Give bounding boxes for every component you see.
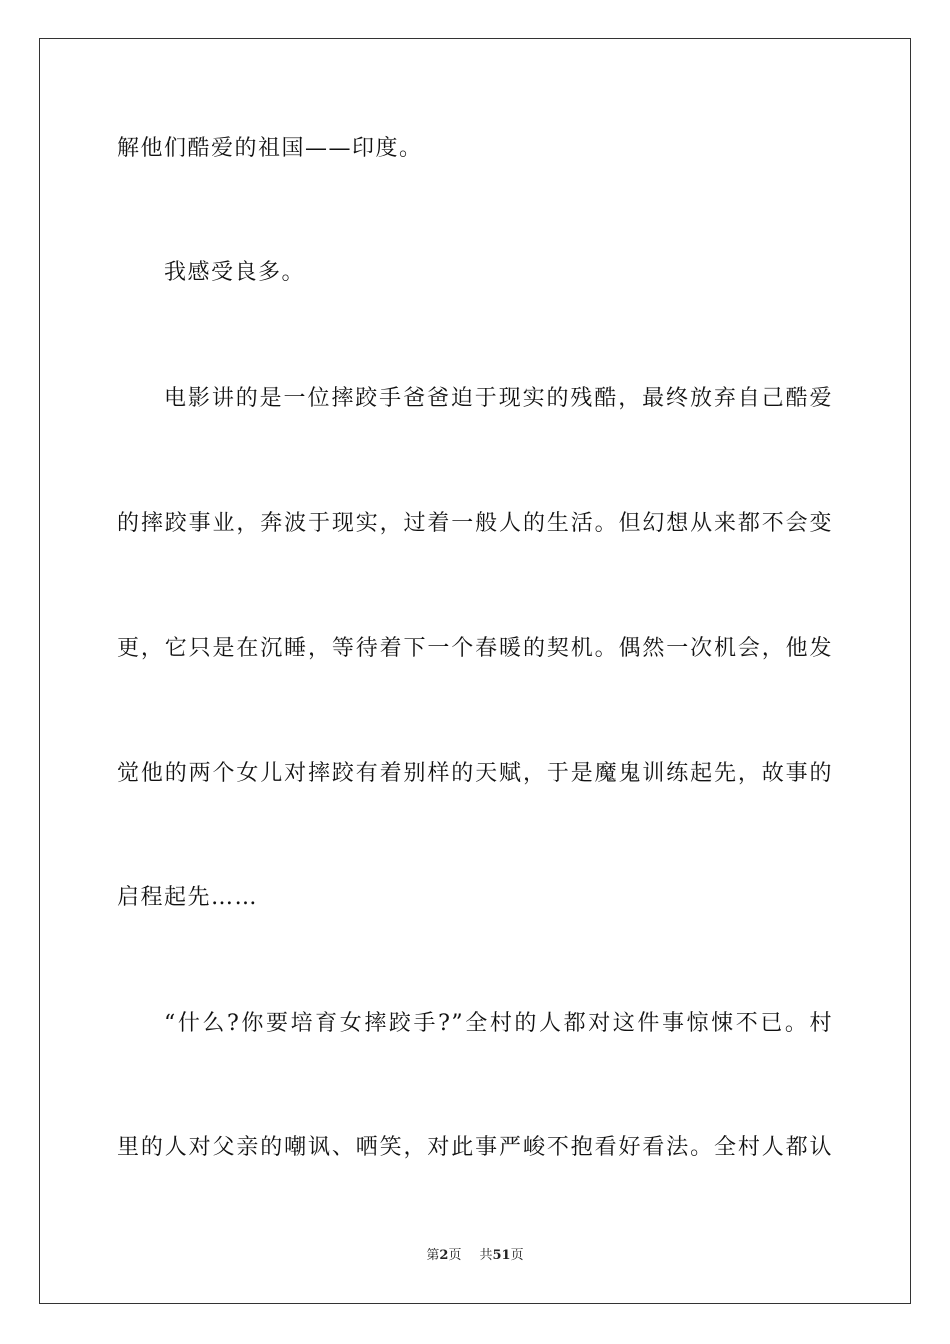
text-line-2: 我感受良多。: [164, 260, 306, 285]
text-line-7: 启程起先……: [117, 885, 259, 910]
text-line-1: 解他们酷爱的祖国——印度。: [117, 136, 423, 161]
page-border: [39, 38, 911, 1304]
page-prefix: 第: [426, 1248, 440, 1263]
total-pages: 51: [492, 1248, 511, 1263]
text-line-9: 里的人对父亲的嘲讽、哂笑，对此事严峻不抱看好看法。全村人都认: [117, 1135, 833, 1160]
text-line-3: 电影讲的是一位摔跤手爸爸迫于现实的残酷，最终放弃自己酷爱: [164, 386, 833, 411]
text-line-4: 的摔跤事业，奔波于现实，过着一般人的生活。但幻想从来都不会变: [117, 511, 833, 536]
page-footer: [0, 1247, 950, 1265]
page-suffix: 页: [448, 1248, 462, 1263]
text-line-6: 觉他的两个女儿对摔跤有着别样的天赋，于是魔鬼训练起先，故事的: [117, 761, 833, 786]
total-prefix: 共: [479, 1248, 493, 1263]
page-number: 2: [439, 1248, 449, 1263]
total-suffix: 页: [510, 1248, 524, 1263]
text-line-8: “什么?你要培育女摔跤手?”全村的人都对这件事惊悚不已。村: [164, 1011, 833, 1036]
text-line-5: 更，它只是在沉睡，等待着下一个春暖的契机。偶然一次机会，他发: [117, 636, 833, 661]
